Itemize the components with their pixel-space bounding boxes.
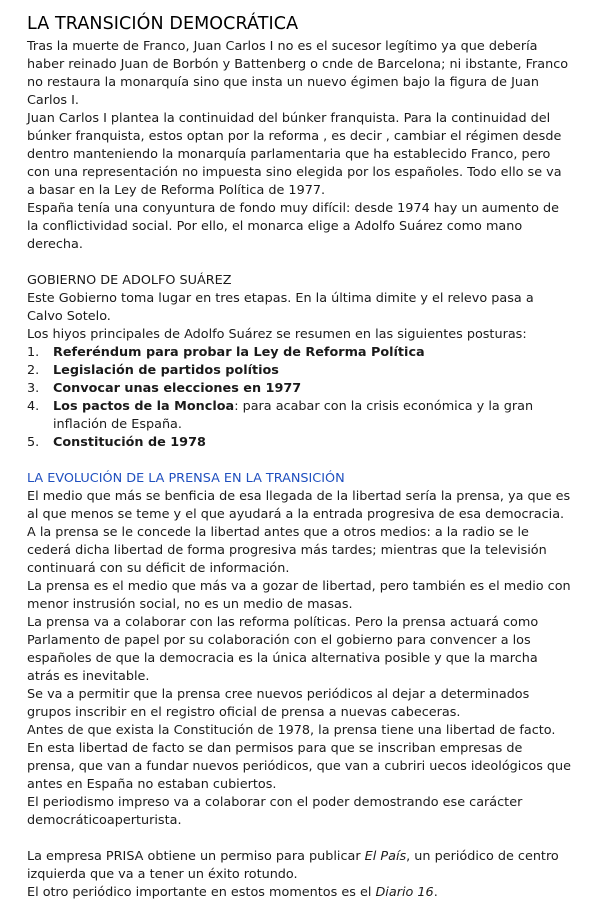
spacer [27, 254, 573, 272]
prensa-paragraph: El periodismo impreso va a colaborar con el poder demostrando ese carácter democráticoaperturista. [27, 795, 523, 828]
list-number: 1. [27, 345, 40, 360]
list-number: 5. [27, 435, 40, 450]
prisa-text: La empresa PRISA obtiene un permiso para publicar [27, 849, 365, 864]
list-number: 3. [27, 381, 40, 396]
list-item-bold: Referéndum para probar la Ley de Reforma Política [53, 345, 425, 360]
list-item-bold: Convocar unas elecciones en 1977 [53, 381, 302, 396]
newspaper-title-diario-16: Diario 16 [375, 885, 434, 900]
list-item [27, 362, 573, 380]
otro-text: El otro periódico importante en estos momentos es el [27, 885, 376, 900]
otro-paragraph [27, 884, 573, 902]
gobierno-paragraph-1: Este Gobierno toma lugar en tres etapas. En la última dimite y el relevo pasa a Calvo Sotelo. [27, 291, 534, 324]
section-heading-prensa: LA EVOLUCIÓN DE LA PRENSA EN LA TRANSICIÓN [27, 471, 345, 486]
list-item [27, 398, 573, 434]
list-item-rest: : para acabar con la crisis económica y la gran inflación de España. [53, 399, 534, 432]
prensa-paragraph: La prensa va a colaborar con las reforma políticas. Pero la prensa actuará como Parlamento de papel por su colaboración con el gobierno para convencer a los españoles de que la democracia es la única alternativa posible y que la marcha atrás es inevitable. [27, 615, 539, 684]
prisa-text-after: , un periódico de centro izquierda que va a tener un éxito rotundo. [27, 849, 559, 882]
page-title: LA TRANSICIÓN DEMOCRÁTICA [27, 14, 299, 34]
list-item-bold: Constitución de 1978 [53, 435, 206, 450]
intro-paragraph-2: Juan Carlos I plantea la continuidad del búnker franquista. Para la continuidad del búnker franquista, estos optan por la reforma , es decir , cambiar el régimen desde dentro manteniendo la monarquía parlamentaria que ha establecido Franco, pero con una representación no impuesta sino elegida por los españoles. Todo ello se va a basar en la Ley de Reforma Política de 1977. [27, 111, 562, 198]
intro-paragraph-1: Tras la muerte de Franco, Juan Carlos I no es el sucesor legítimo ya que debería haber reinado Juan de Borbón y Battenberg o cnde de Barcelona; ni ibstante, Franco no restaura la monarquía sino que insta un nuevo égimen bajo la figura de Juan Carlos I. [27, 39, 569, 108]
gobierno-paragraph-2: Los hiyos principales de Adolfo Suárez se resumen en las siguientes posturas: [27, 327, 527, 342]
prisa-paragraph [27, 848, 573, 884]
postures-list [27, 344, 573, 452]
list-item [27, 380, 573, 398]
list-item-bold: Legislación de partidos polítios [53, 363, 279, 378]
intro-paragraph-3: España tenía una conyuntura de fondo muy difícil: desde 1974 hay un aumento de la conflictividad social. Por ello, el monarca elige a Adolfo Suárez como mano derecha. [27, 201, 559, 252]
list-item-bold: Los pactos de la Moncloa [53, 399, 235, 414]
list-item [27, 434, 573, 452]
list-number: 2. [27, 363, 40, 378]
section-heading-gobierno: GOBIERNO DE ADOLFO SUÁREZ [27, 273, 232, 288]
spacer [27, 452, 573, 470]
prensa-paragraph: El medio que más se benficia de esa llegada de la libertad sería la prensa, ya que es al que menos se teme y el que ayudará a la entrada progresiva de esa democracia. [27, 489, 571, 522]
otro-text-after: . [433, 885, 438, 900]
list-item [27, 344, 573, 362]
newspaper-title-el-pais: El País [364, 849, 407, 864]
prensa-paragraph: La prensa es el medio que más va a gozar de libertad, pero también es el medio con menor instrusión social, no es un medio de masas. [27, 579, 571, 612]
prensa-paragraph: Antes de que exista la Constitución de 1978, la prensa tiene una libertad de facto. En esta libertad de facto se dan permisos para que se inscriban empresas de prensa, que van a fundar nuevos periódicos, que van a cubriri uecos ideológicos que antes en España no estaban cubiertos. [27, 723, 572, 792]
prensa-paragraph: A la prensa se le concede la libertad antes que a otros medios: a la radio se le cederá dicha libertad de forma progresiva más tardes; mientras que la televisión continuará con su déficit de información. [27, 525, 547, 576]
spacer [27, 830, 573, 848]
list-number: 4. [27, 399, 40, 414]
prensa-paragraph: Se va a permitir que la prensa cree nuevos periódicos al dejar a determinados grupos inscribir en el registro oficial de prensa a nuevas cabeceras. [27, 687, 530, 720]
